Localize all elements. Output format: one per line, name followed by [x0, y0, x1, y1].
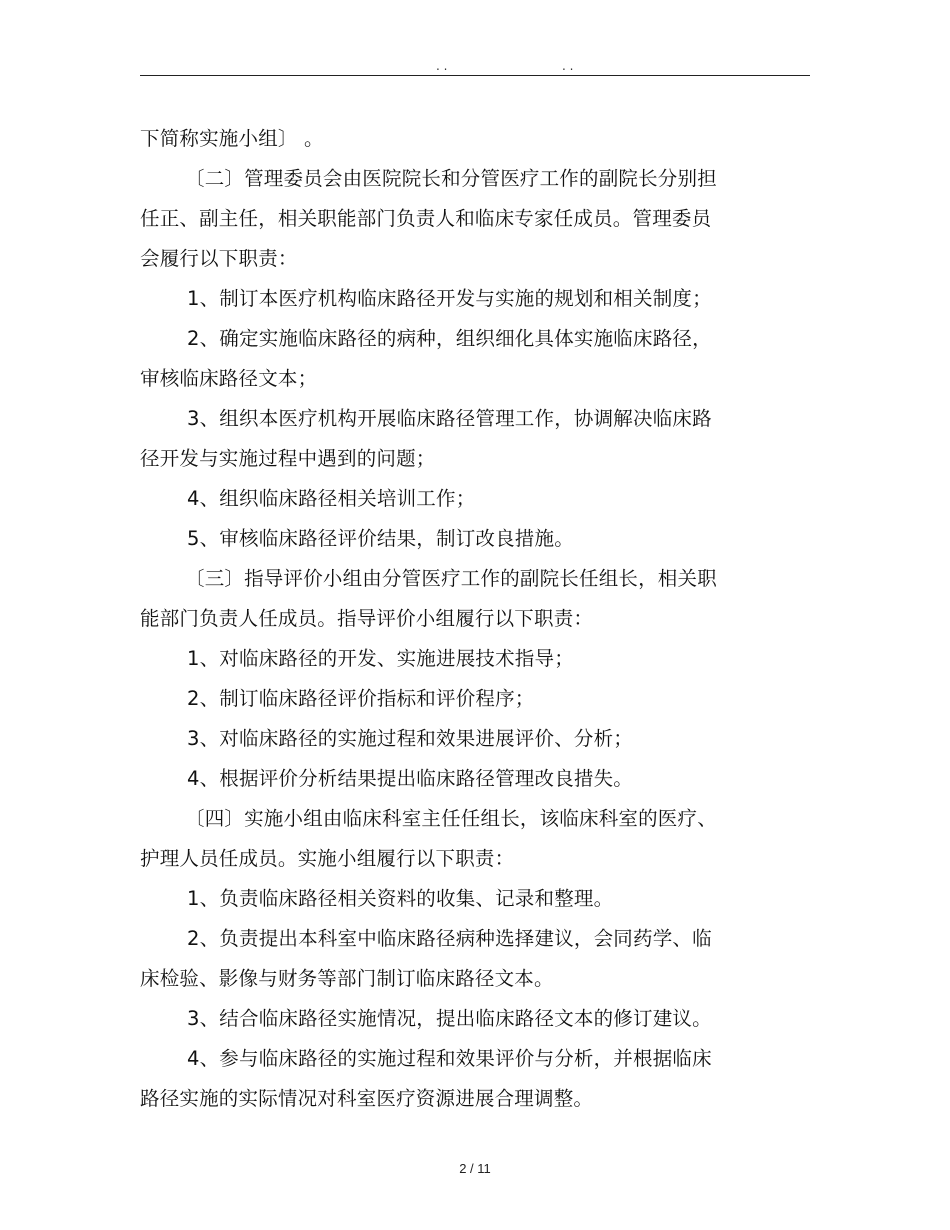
page-number: 2 / 11	[459, 1161, 491, 1176]
list-item-line: 3、组织本医疗机构开展临床路径管理工作，协调解决临床路	[187, 407, 712, 430]
list-item-line: 3、结合临床路径实施情况，提出临床路径文本的修订建议。	[187, 1007, 712, 1030]
list-item-line: 4、参与临床路径的实施过程和效果评价与分析，并根据临床	[187, 1047, 712, 1070]
paragraph-line-section-4: 〔四〕实施小组由临床科室主任任组长，该临床科室的医疗、	[185, 807, 717, 830]
header-mark-right: . .	[562, 59, 574, 73]
list-item-line: 1、制订本医疗机构临床路径开发与实施的规划和相关制度；	[187, 287, 712, 310]
list-item-line: 2、负责提出本科室中临床路径病种选择建议，会同药学、临	[187, 927, 712, 950]
list-item-line: 4、组织临床路径相关培训工作；	[187, 487, 476, 510]
paragraph-line: 会履行以下职责：	[140, 247, 298, 270]
paragraph-line: 径开发与实施过程中遇到的问题；	[140, 447, 436, 470]
list-item-line: 3、对临床路径的实施过程和效果进展评价、分析；	[187, 727, 634, 750]
list-item-line: 4、根据评价分析结果提出临床路径管理改良措失。	[187, 767, 634, 790]
paragraph-line: 任正、副主任，相关职能部门负责人和临床专家任成员。管理委员	[140, 207, 712, 230]
paragraph-line-section-2: 〔二〕管理委员会由医院院长和分管医疗工作的副院长分别担	[185, 167, 717, 190]
header-divider	[140, 75, 810, 76]
header-mark-left: . .	[436, 59, 448, 73]
list-item-line: 1、对临床路径的开发、实施进展技术指导；	[187, 647, 574, 670]
list-item-line: 2、制订临床路径评价指标和评价程序；	[187, 687, 535, 710]
paragraph-line: 路径实施的实际情况对科室医疗资源进展合理调整。	[140, 1087, 594, 1110]
list-item-line: 5、审核临床路径评价结果，制订改良措施。	[187, 527, 574, 550]
list-item-line: 2、确定实施临床路径的病种，组织细化具体实施临床路径，	[187, 327, 712, 350]
list-item-line: 1、负责临床路径相关资料的收集、记录和整理。	[187, 887, 614, 910]
document-body	[140, 119, 770, 1119]
paragraph-line: 床检验、影像与财务等部门制订临床路径文本。	[140, 967, 554, 990]
paragraph-line: 能部门负责人任成员。指导评价小组履行以下职责：	[140, 607, 594, 630]
paragraph-line-continuation: 下简称实施小组〕 。	[140, 127, 324, 150]
paragraph-line: 护理人员任成员。实施小组履行以下职责：	[140, 847, 515, 870]
paragraph-line-section-3: 〔三〕指导评价小组由分管医疗工作的副院长任组长，相关职	[185, 567, 717, 590]
paragraph-line: 审核临床路径文本；	[140, 367, 318, 390]
